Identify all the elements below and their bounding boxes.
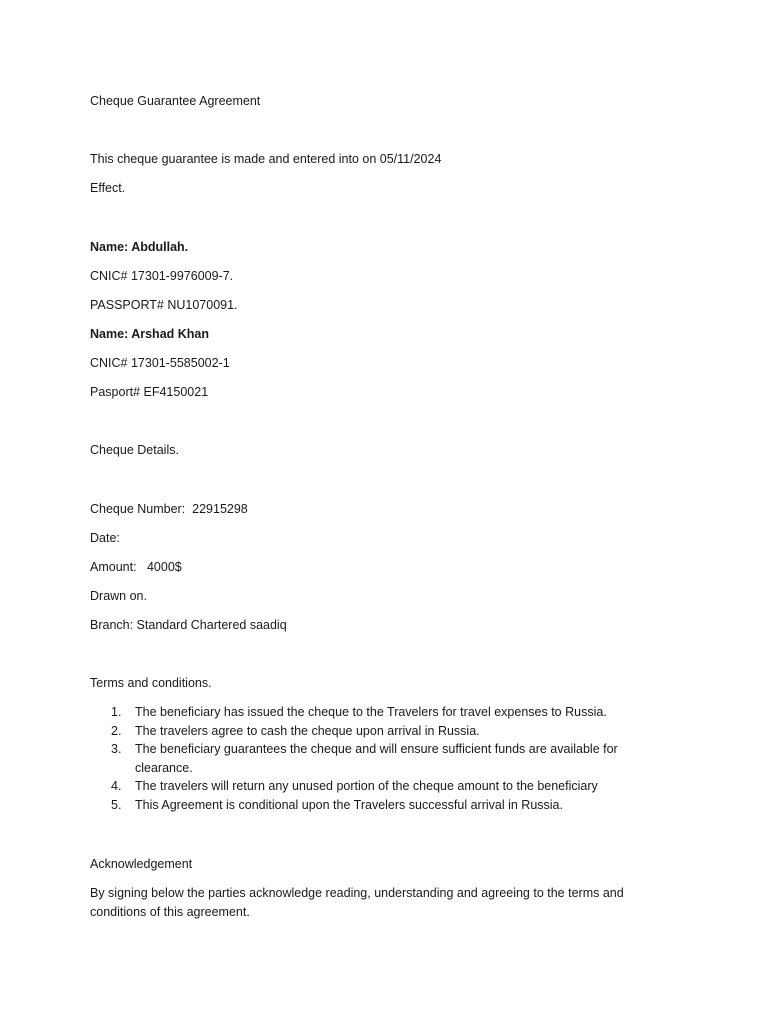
cheque-drawn-on: Drawn on. bbox=[90, 589, 147, 603]
cheque-branch: Branch: Standard Chartered saadiq bbox=[90, 618, 287, 632]
cheque-number: Cheque Number: 22915298 bbox=[90, 502, 248, 516]
terms-item-number: 1. bbox=[111, 705, 122, 719]
terms-item bbox=[90, 703, 650, 722]
party2-cnic: CNIC# 17301-5585002-1 bbox=[90, 356, 230, 370]
terms-item-text: The travelers agree to cash the cheque upon arrival in Russia. bbox=[135, 723, 480, 738]
party1-passport: PASSPORT# NU1070091. bbox=[90, 298, 238, 312]
acknowledgement-heading: Acknowledgement bbox=[90, 857, 193, 871]
terms-list bbox=[90, 703, 650, 814]
terms-item-number: 5. bbox=[111, 797, 122, 812]
terms-heading: Terms and conditions. bbox=[90, 676, 212, 690]
terms-item-text: This Agreement is conditional upon the Travelers successful arrival in Russia. bbox=[135, 797, 563, 812]
terms-item-text: The beneficiary has issued the cheque to the Travelers for travel expenses to Russia. bbox=[135, 705, 607, 719]
terms-item-number: 4. bbox=[111, 779, 122, 793]
cheque-details-heading: Cheque Details. bbox=[90, 443, 179, 457]
acknowledgement-text: By signing below the parties acknowledge reading, understanding and agreeing to the terms and conditions of this agreement. bbox=[90, 886, 624, 919]
party1-cnic: CNIC# 17301-9976009-7. bbox=[90, 269, 234, 283]
cheque-date: Date: bbox=[90, 531, 120, 545]
terms-item-number: 3. bbox=[111, 742, 122, 756]
terms-item-text: The travelers will return any unused portion of the cheque amount to the beneficiary bbox=[135, 779, 598, 793]
terms-item bbox=[90, 722, 650, 741]
party1-name: Name: Abdullah. bbox=[90, 240, 189, 254]
terms-item bbox=[90, 740, 650, 777]
terms-item bbox=[90, 796, 650, 815]
party2-passport: Pasport# EF4150021 bbox=[90, 385, 209, 399]
document-title: Cheque Guarantee Agreement bbox=[90, 94, 261, 108]
party2-name: Name: Arshad Khan bbox=[90, 327, 210, 341]
terms-item bbox=[90, 777, 650, 796]
intro-text: This cheque guarantee is made and entered into on 05/11/2024 bbox=[90, 152, 442, 166]
effect-text: Effect. bbox=[90, 181, 126, 195]
cheque-amount: Amount: 4000$ bbox=[90, 560, 182, 574]
terms-item-text: The beneficiary guarantees the cheque and will ensure sufficient funds are available for clearance. bbox=[135, 742, 618, 775]
terms-item-number: 2. bbox=[111, 723, 122, 738]
